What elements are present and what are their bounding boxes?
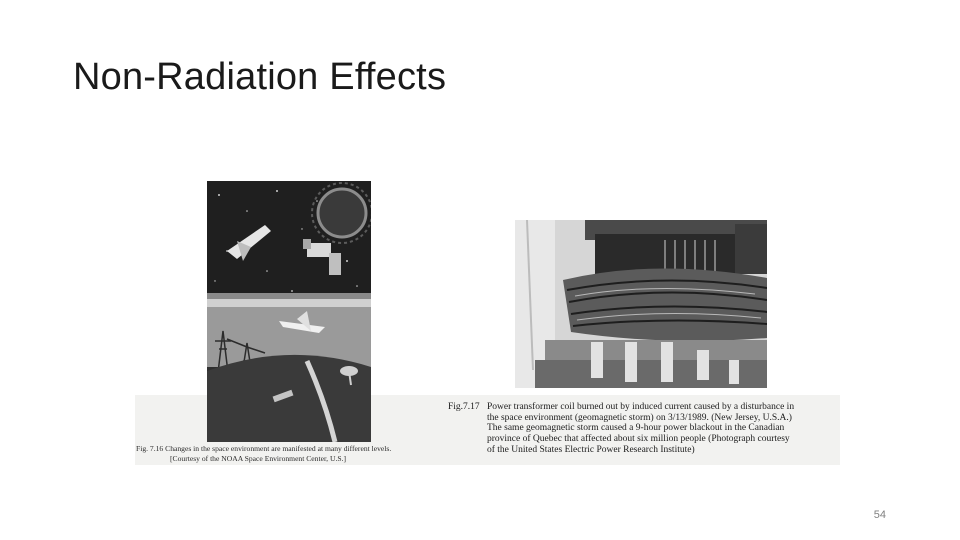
figure-7-16-caption-text: Changes in the space environment are manifested at many different levels. [165,444,392,453]
figure-7-17-caption-line: Power transformer coil burned out by induced current caused by a disturbance in [487,402,795,412]
figure-7-17-caption-line: the space environment (geomagnetic storm) on 3/13/1989. (New Jersey, U.S.A.) [487,412,792,423]
figure-7-17-caption-line: The same geomagnetic storm caused a 9-hour power blackout in the Canadian [487,423,785,434]
figure-7-17-label: Fig.7.17 [448,402,480,412]
figure-7-17-caption [487,402,837,456]
figure-7-17-caption-line: province of Quebec that affected about six million people (Photograph courtesy [487,434,790,445]
figure-7-16-caption-line1 [136,444,436,454]
slide-title: Non-Radiation Effects [73,56,447,98]
figure-7-16-caption [136,444,436,464]
figure-7-16-caption-line2: [Courtesy of the NOAA Space Environment Center, U.S.] [170,454,347,463]
transformer-coil-photo [515,220,767,388]
space-environment-collage-image [207,181,371,442]
figure-7-16-label: Fig. 7.16 [136,444,164,453]
figure-7-17-caption-line: of the United States Electric Power Research Institute) [487,444,695,455]
page-number: 54 [873,509,886,521]
